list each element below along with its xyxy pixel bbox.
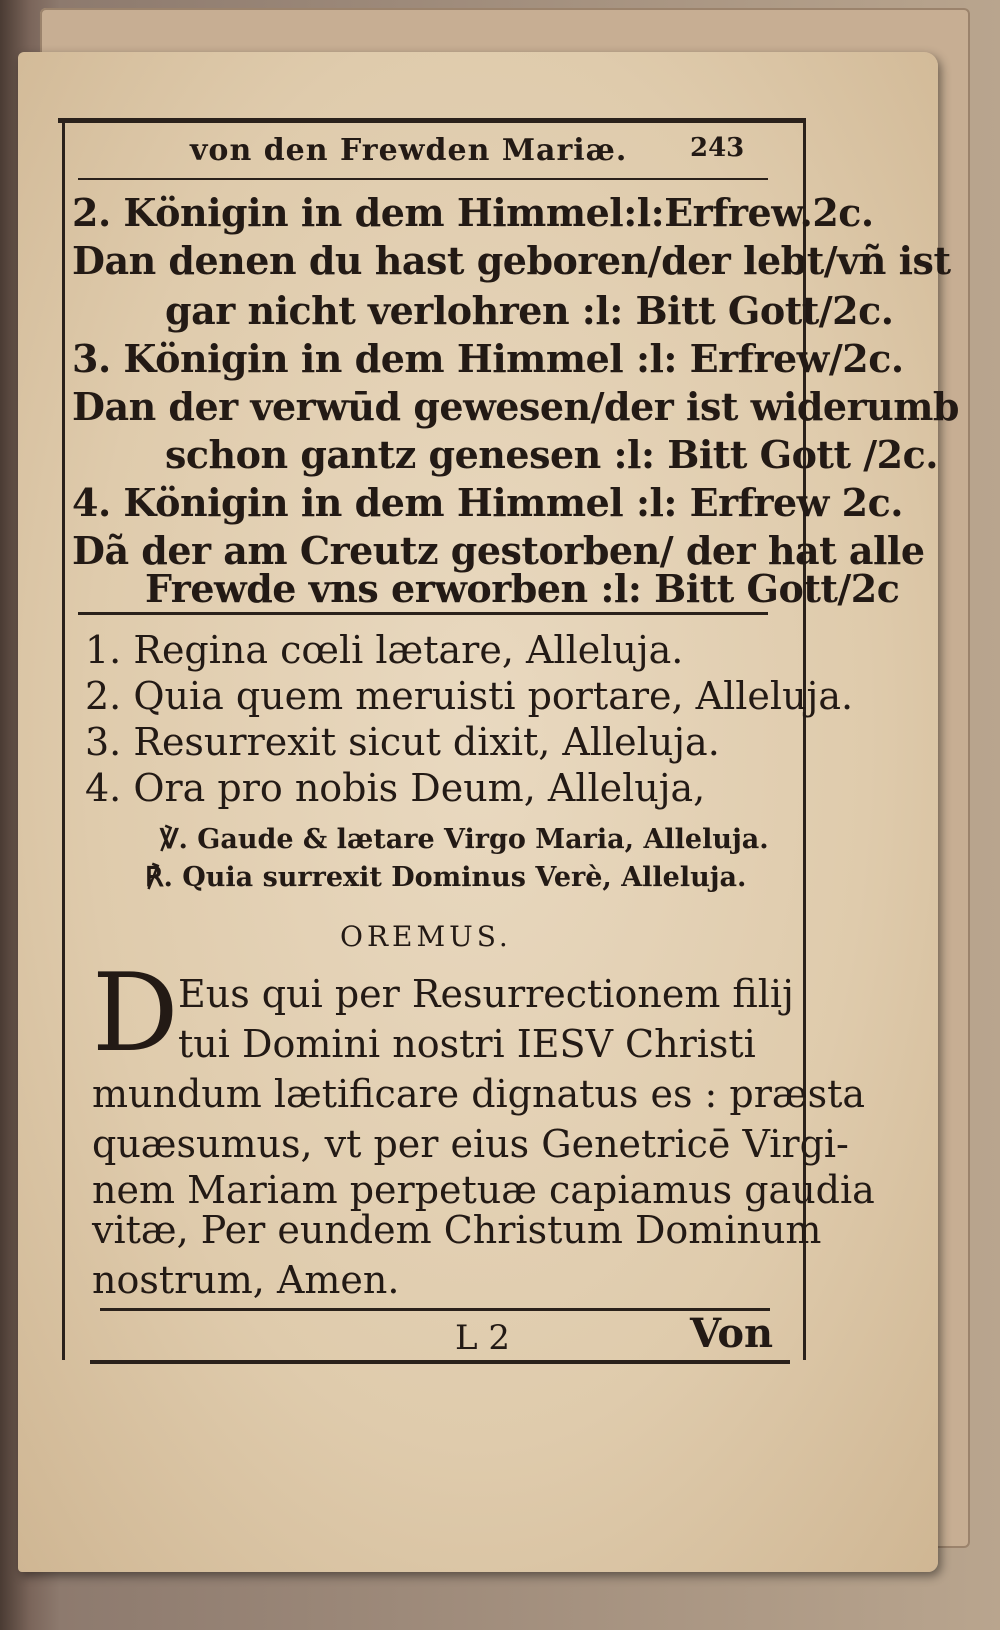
- bottom-rule: [90, 1360, 790, 1364]
- section-rule: [78, 612, 768, 615]
- latin-verse-line: 4. Ora pro nobis Deum, Alleluja,: [85, 766, 706, 810]
- german-verse-line: 2. Königin in dem Himmel:l:Erfrew.2c.: [72, 190, 874, 235]
- drop-cap: D: [92, 951, 179, 1076]
- running-title: von den Frewden Mariæ.: [190, 133, 628, 168]
- german-verse-line: gar nicht verlohren :l: Bitt Gott/2c.: [165, 288, 894, 333]
- prayer-line: nostrum, Amen.: [92, 1258, 400, 1302]
- top-rule: [58, 118, 806, 123]
- page-number: 243: [690, 133, 745, 163]
- latin-verse-line: 2. Quia quem meruisti portare, Alleluja.: [85, 674, 854, 718]
- versicle: ℣. Gaude & lætare Virgo Maria, Alleluja.: [160, 824, 769, 855]
- prayer-line: tui Domini nostri IESV Christi: [178, 1022, 756, 1066]
- german-verse-line: 4. Königin in dem Himmel :l: Erfrew 2c.: [72, 480, 903, 525]
- prayer-line: Eus qui per Resurrectionem filij: [178, 972, 794, 1016]
- german-verse-line: Frewde vns erworben :l: Bitt Gott/2c: [145, 566, 900, 611]
- latin-verse-line: 1. Regina cœli lætare, Alleluja.: [85, 628, 684, 672]
- prayer-line: mundum lætificare dignatus es : præsta: [92, 1072, 866, 1116]
- latin-verse-line: 3. Resurrexit sicut dixit, Alleluja.: [85, 720, 720, 764]
- footer-rule: [100, 1308, 770, 1311]
- oremus-heading: OREMUS.: [340, 920, 512, 953]
- prayer-line: vitæ, Per eundem Christum Dominum: [92, 1208, 822, 1252]
- german-verse-line: Dan denen du hast geboren/der lebt/vñ ist: [72, 238, 951, 283]
- german-verse-line: 3. Königin in dem Himmel :l: Erfrew/2c.: [72, 336, 904, 381]
- response: ℟. Quia surrexit Dominus Verè, Alleluja.: [145, 862, 747, 893]
- german-verse-line: Dã der am Creutz gestorben/ der hat alle: [72, 528, 925, 573]
- prayer-line: nem Mariam perpetuæ capiamus gaudia: [92, 1168, 875, 1212]
- signature-mark: L 2: [455, 1318, 511, 1358]
- prayer-line: quæsumus, vt per eius Genetricē Virgi-: [92, 1122, 849, 1166]
- header-rule: [78, 178, 768, 180]
- german-verse-line: schon gantz genesen :l: Bitt Gott /2c.: [165, 432, 938, 477]
- catchword: Von: [690, 1310, 774, 1357]
- german-verse-line: Dan der verwūd gewesen/der ist widerumb: [72, 384, 959, 429]
